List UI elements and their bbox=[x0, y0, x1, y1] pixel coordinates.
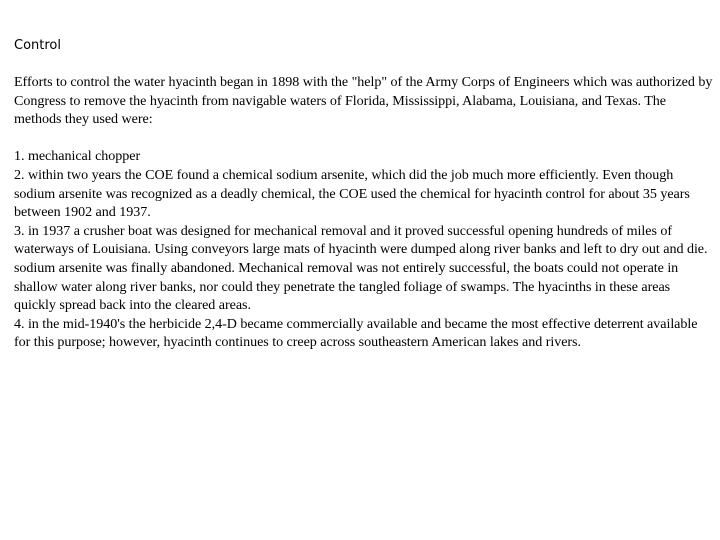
list-item-2: 2. within two years the COE found a chemical sodium arsenite, which did the job much more efficiently. Even though sodium arsenite was recognized as a deadly chemical, the COE used the chemical for hyacinth control for about 35 years between 1902 and 1937. bbox=[14, 166, 690, 221]
list-item-4: 4. in the mid-1940's the herbicide 2,4-D became commercially available and became the most effective deterrent available for this purpose; however, hyacinth continues to creep across southeastern American lakes and rivers. bbox=[14, 315, 698, 351]
list-item-3: 3. in 1937 a crusher boat was designed for mechanical removal and it proved successful opening hundreds of miles of waterways of Louisiana. Using conveyors large mats of hyacinth were dumped along river banks and left to dry out and die. sodium arsenite was finally abandoned. Mechanical removal was not entirely successful, the boats could not operate in shallow water along river banks, nor could they penetrate the tangled foliage of swamps. The hyacinths in these areas quickly spread back into the cleared areas. bbox=[14, 222, 708, 314]
document-page bbox=[14, 37, 714, 352]
list-item-1: 1. mechanical chopper bbox=[14, 148, 141, 165]
intro-paragraph: Efforts to control the water hyacinth began in 1898 with the "help" of the Army Corps of Engineers which was authorized by Congress to remove the hyacinth from navigable waters of Florida, Mississippi, Alabama, Louisiana, and Texas. The methods they used were: bbox=[14, 74, 713, 128]
paragraph-gap bbox=[14, 129, 714, 148]
document-title: Control bbox=[14, 38, 61, 53]
